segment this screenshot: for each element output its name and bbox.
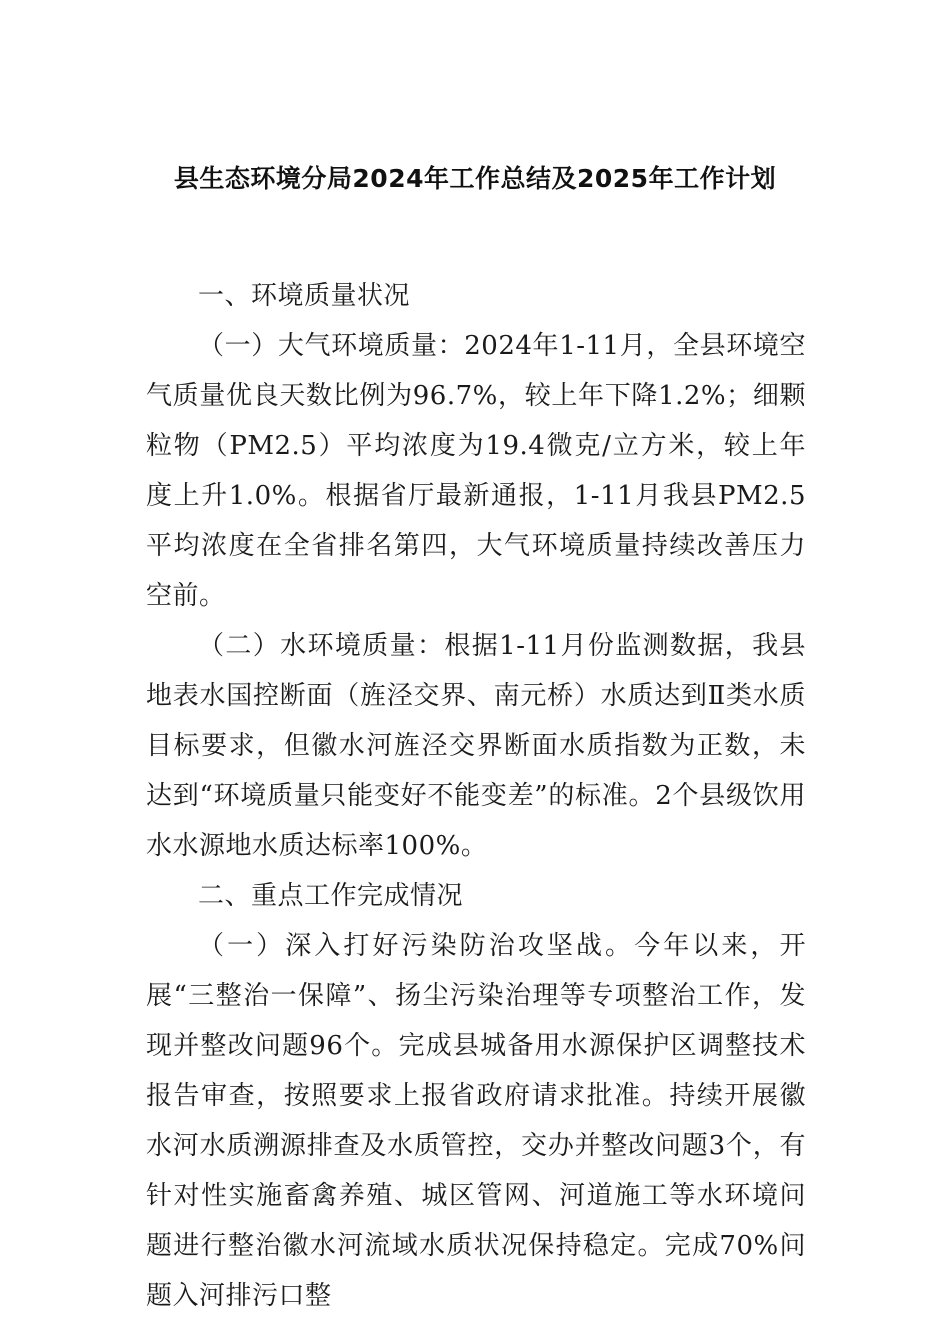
document-body [146,271,806,1321]
paragraph-air-quality: （一）大气环境质量：2024年1-11月，全县环境空气质量优良天数比例为96.7%，较上年下降1.2%；细颗粒物（PM2.5）平均浓度为19.4微克/立方米，较上年度上升1.0%。根据省厅最新通报，1-11月我县PM2.5平均浓度在全省排名第四，大气环境质量持续改善压力空前。 [146,331,806,611]
section-heading-key-work: 二、重点工作完成情况 [198,881,464,911]
document-title: 县生态环境分局2024年工作总结及2025年工作计划 [173,164,777,193]
section-heading-environment-quality: 一、环境质量状况 [198,281,411,311]
paragraph-water-quality: （二）水环境质量：根据1-11月份监测数据，我县地表水国控断面（旌泾交界、南元桥）水质达到Ⅱ类水质目标要求，但徽水河旌泾交界断面水质指数为正数，未达到“环境质量只能变好不能变差”的标准。2个县级饮用水水源地水质达标率100%。 [146,631,806,861]
paragraph-pollution-control: （一）深入打好污染防治攻坚战。今年以来，开展“三整治一保障”、扬尘污染治理等专项整治工作，发现并整改问题96个。完成县城备用水源保护区调整技术报告审查，按照要求上报省政府请求批准。持续开展徽水河水质溯源排查及水质管控，交办并整改问题3个，有针对性实施畜禽养殖、城区管网、河道施工等水环境问题进行整治徽水河流域水质状况保持稳定。完成70%问题入河排污口整 [146,931,806,1311]
